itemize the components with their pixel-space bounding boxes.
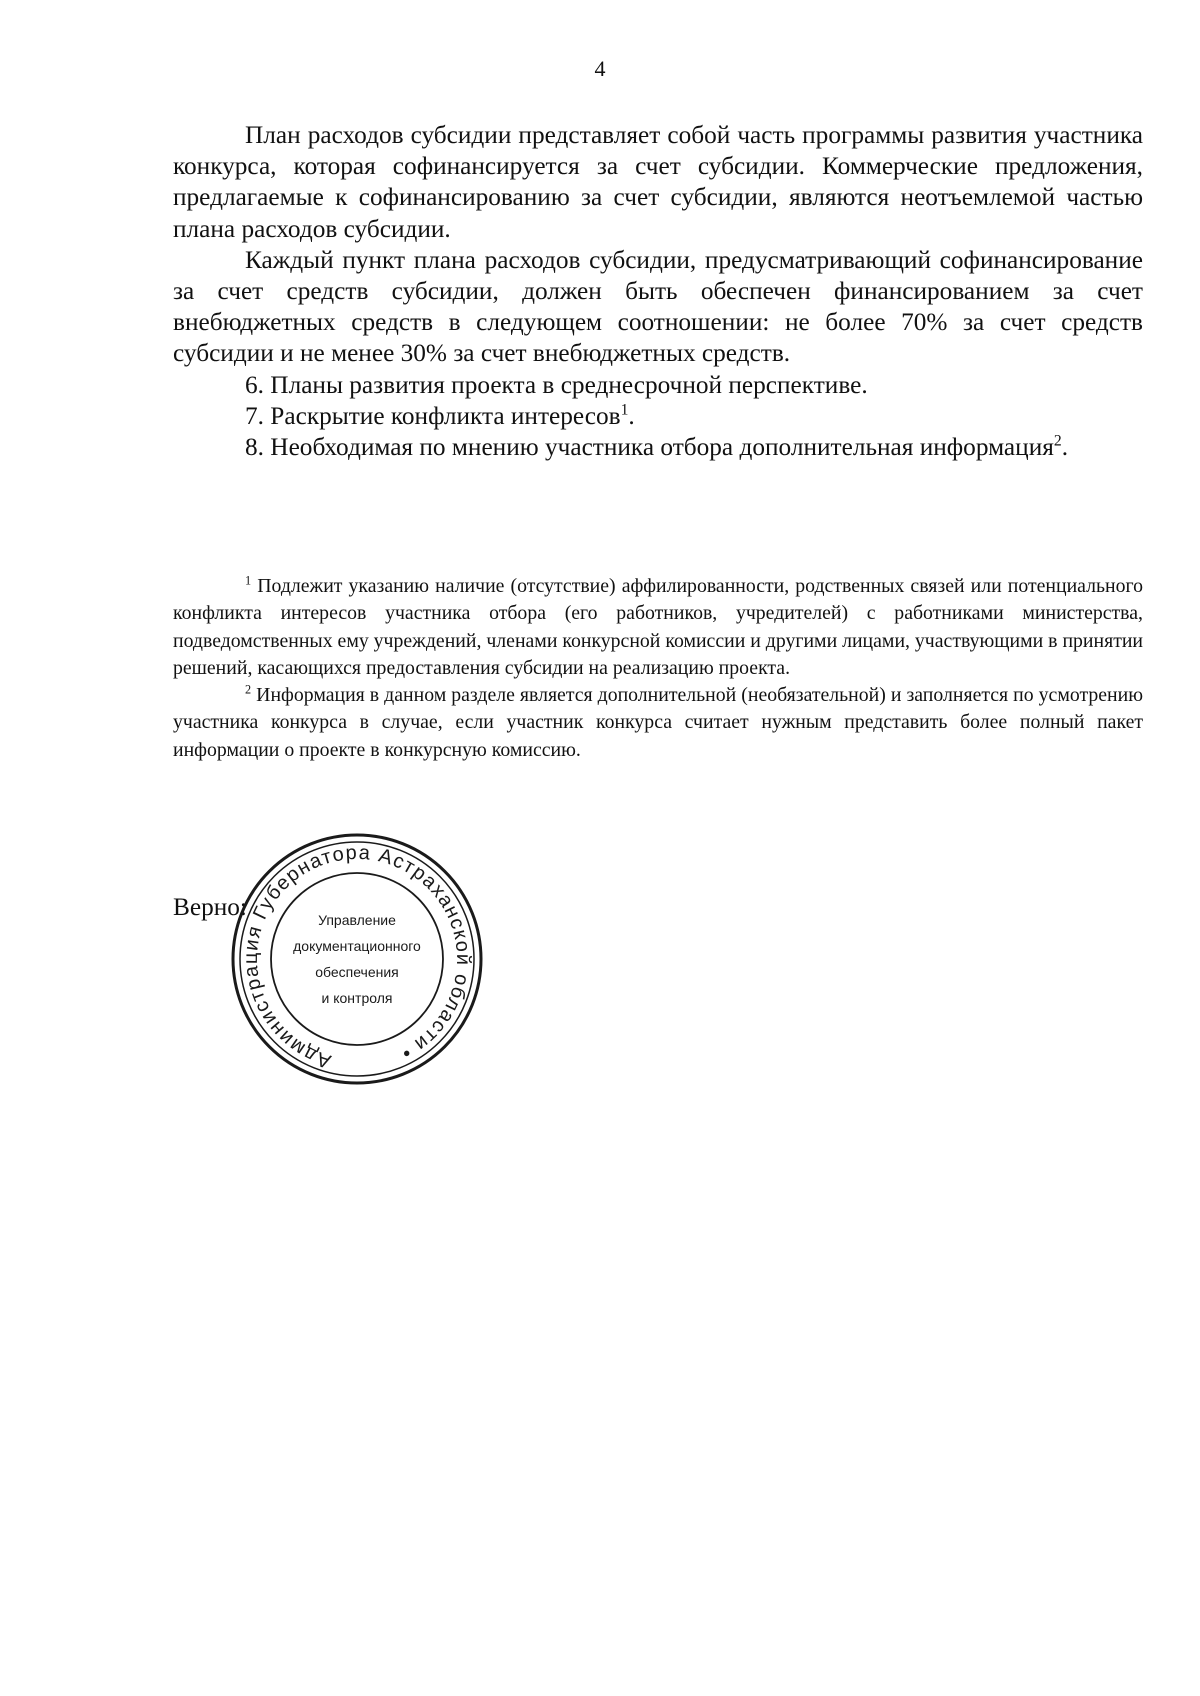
list-item-6: 6. Планы развития проекта в среднесрочной перспективе. (245, 370, 868, 399)
footnote-2-text: Информация в данном разделе является дополнительной (необязательной) и заполняется по усмотрению участника конкурса в случае, если участник конкурса считает нужным представить более полный пакет информации о проекте в конкурсную комиссию. (173, 684, 1143, 761)
main-text (173, 120, 1143, 463)
footnote-mark-1: 1 (245, 573, 252, 588)
list-item-7-text: 7. Раскрытие конфликта интересов (245, 401, 621, 430)
footnote-ref-2: 2 (1053, 432, 1062, 450)
certification-label: Верно: (173, 893, 247, 921)
stamp-line-3: обеспечения (315, 964, 399, 980)
official-stamp (230, 832, 484, 1086)
stamp-line-2: документационного (293, 938, 421, 954)
footnote-1 (173, 573, 1143, 682)
stamp-line-4: и контроля (321, 990, 393, 1006)
footnote-mark-2: 2 (245, 682, 252, 697)
footnotes (173, 573, 1143, 764)
paragraph-expense-plan: План расходов субсидии представляет собой часть программы развития участника конкурса, которая софинансируется за счет субсидии. Коммерческие предложения, предлагаемые к софинансированию за счет субсидии, являются неотъемлемой частью плана расходов субсидии. (173, 121, 1143, 243)
footnote-1-text: Подлежит указанию наличие (отсутствие) аффилированности, родственных связей или потенциального конфликта интересов участника отбора (его работников, учредителей) с работниками министерства, подведомственных ему учреждений, членами конкурсной комиссии и другими лицами, участвующими в принятии решений, касающихся предоставления субсидии на реализацию проекта. (173, 575, 1144, 679)
list-item-8 (173, 432, 1143, 463)
stamp-line-1: Управление (318, 912, 396, 928)
paragraph-cofinancing: Каждый пункт плана расходов субсидии, предусматривающий софинансирование за счет средств субсидии, должен быть обеспечен финансированием за счет внебюджетных средств в следующем соотношении: не более 70% за счет средств субсидии и не менее 30% за счет внебюджетных средств. (173, 245, 1143, 368)
list-item-7-end: . (628, 401, 635, 430)
footnote-ref-1: 1 (620, 401, 629, 419)
list-item-8-text: 8. Необходимая по мнению участника отбора дополнительная информация (245, 433, 1054, 462)
list-item-8-end: . (1061, 433, 1069, 462)
stamp-center-text (230, 832, 484, 1086)
footnote-2 (173, 682, 1143, 764)
page-number: 4 (594, 56, 606, 81)
list-item-7 (173, 401, 1143, 432)
stamp-ring-text: Администрация Губернатора Астраханской области • (239, 841, 475, 1073)
